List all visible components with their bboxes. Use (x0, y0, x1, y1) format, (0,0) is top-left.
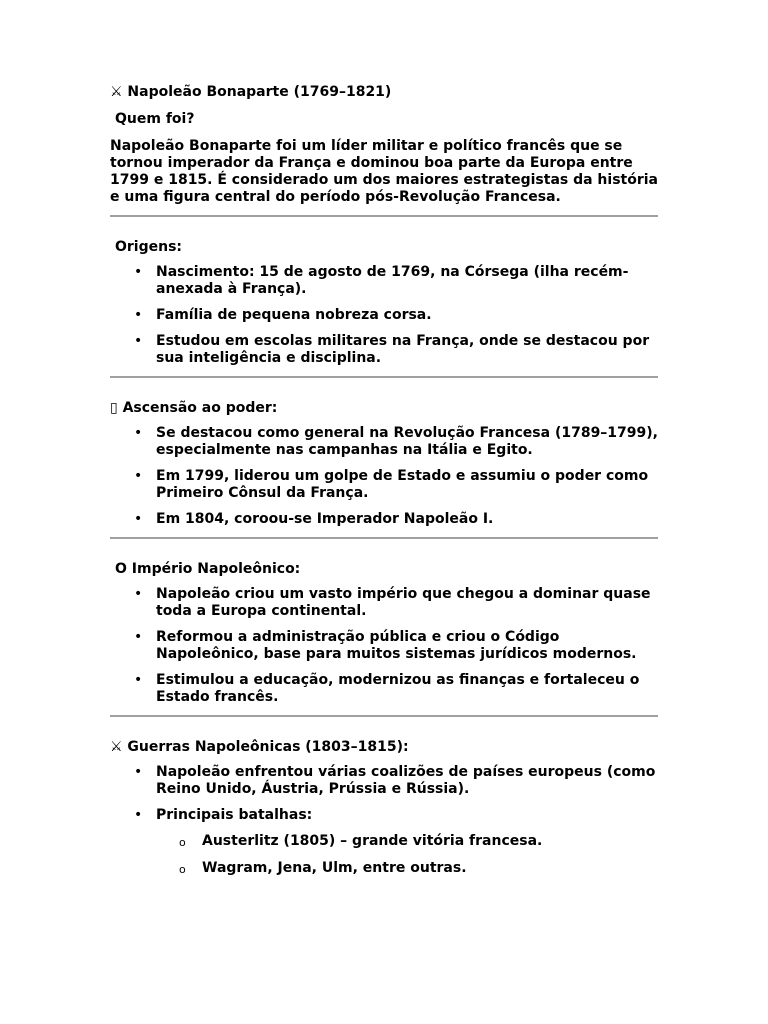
list-item-text: Em 1799, liderou um golpe de Estado e assumiu o poder como Primeiro Cônsul da França. (156, 468, 649, 501)
section-divider (110, 376, 658, 378)
list-item (134, 307, 658, 324)
rise-list (110, 425, 658, 528)
battles-sublist (156, 833, 658, 877)
document-content (110, 84, 658, 887)
list-item-text: Reformou a administração pública e criou o Código Napoleônico, base para muitos sistemas jurídicos modernos. (156, 629, 637, 662)
list-item-text: Napoleão criou um vasto império que chegou a dominar quase toda a Europa continental. (156, 586, 651, 619)
who-paragraph: Napoleão Bonaparte foi um líder militar e político francês que se tornou imperador da França e dominou boa parte da Europa entre 1799 e 1815. É considerado um dos maiores estrategistas da história e uma figura central do período pós-Revolução Francesa. (110, 138, 658, 205)
sub-list-item (179, 833, 658, 850)
list-item (134, 807, 658, 877)
who-heading: Quem foi? (115, 111, 195, 127)
list-item-text: Em 1804, coroou-se Imperador Napoleão I. (156, 511, 494, 527)
bullet-icon: • (134, 468, 143, 484)
sub-list-item-text: Austerlitz (1805) – grande vitória francesa. (202, 833, 543, 849)
sub-list-item (179, 860, 658, 877)
list-item-text: Principais batalhas: (156, 807, 313, 823)
bullet-icon: • (134, 264, 143, 280)
list-item (134, 425, 658, 459)
bullet-icon: • (134, 425, 143, 441)
list-item-text: Estudou em escolas militares na França, onde se destacou por sua inteligência e disciplina. (156, 333, 650, 366)
list-item (134, 468, 658, 502)
bullet-icon: • (134, 807, 143, 823)
sub-list-item-text: Wagram, Jena, Ulm, entre outras. (202, 860, 467, 876)
section-divider (110, 215, 658, 217)
document-title: ⚔ Napoleão Bonaparte (1769–1821) (110, 84, 392, 100)
list-item-text: Família de pequena nobreza corsa. (156, 307, 432, 323)
rise-heading: ▯ Ascensão ao poder: (110, 400, 278, 416)
list-item (134, 333, 658, 367)
bullet-icon: • (134, 629, 143, 645)
list-item-text: Nascimento: 15 de agosto de 1769, na Córsega (ilha recém-anexada à França). (156, 264, 629, 297)
list-item (134, 264, 658, 298)
bullet-icon: • (134, 511, 143, 527)
empire-list (110, 586, 658, 706)
empire-heading: O Império Napoleônico: (115, 561, 301, 577)
bullet-icon: • (134, 333, 143, 349)
wars-list (110, 764, 658, 877)
list-item-text: Se destacou como general na Revolução Francesa (1789–1799), especialmente nas campanhas na Itália e Egito. (156, 425, 658, 458)
bullet-icon: • (134, 672, 143, 688)
list-item (134, 511, 658, 528)
list-item-text: Estimulou a educação, modernizou as finanças e fortaleceu o Estado francês. (156, 672, 640, 705)
list-item (134, 586, 658, 620)
list-item-text: Napoleão enfrentou várias coalizões de países europeus (como Reino Unido, Áustria, Prússia e Rússia). (156, 764, 656, 797)
origins-heading: Origens: (115, 239, 183, 255)
bullet-icon: • (134, 586, 143, 602)
bullet-icon: • (134, 307, 143, 323)
list-item (134, 672, 658, 706)
circle-bullet-icon: o (179, 863, 186, 876)
bullet-icon: • (134, 764, 143, 780)
origins-list (110, 264, 658, 367)
circle-bullet-icon: o (179, 836, 186, 849)
list-item (134, 629, 658, 663)
section-divider (110, 537, 658, 539)
list-item (134, 764, 658, 798)
section-divider (110, 715, 658, 717)
wars-heading: ⚔ Guerras Napoleônicas (1803–1815): (110, 739, 409, 755)
